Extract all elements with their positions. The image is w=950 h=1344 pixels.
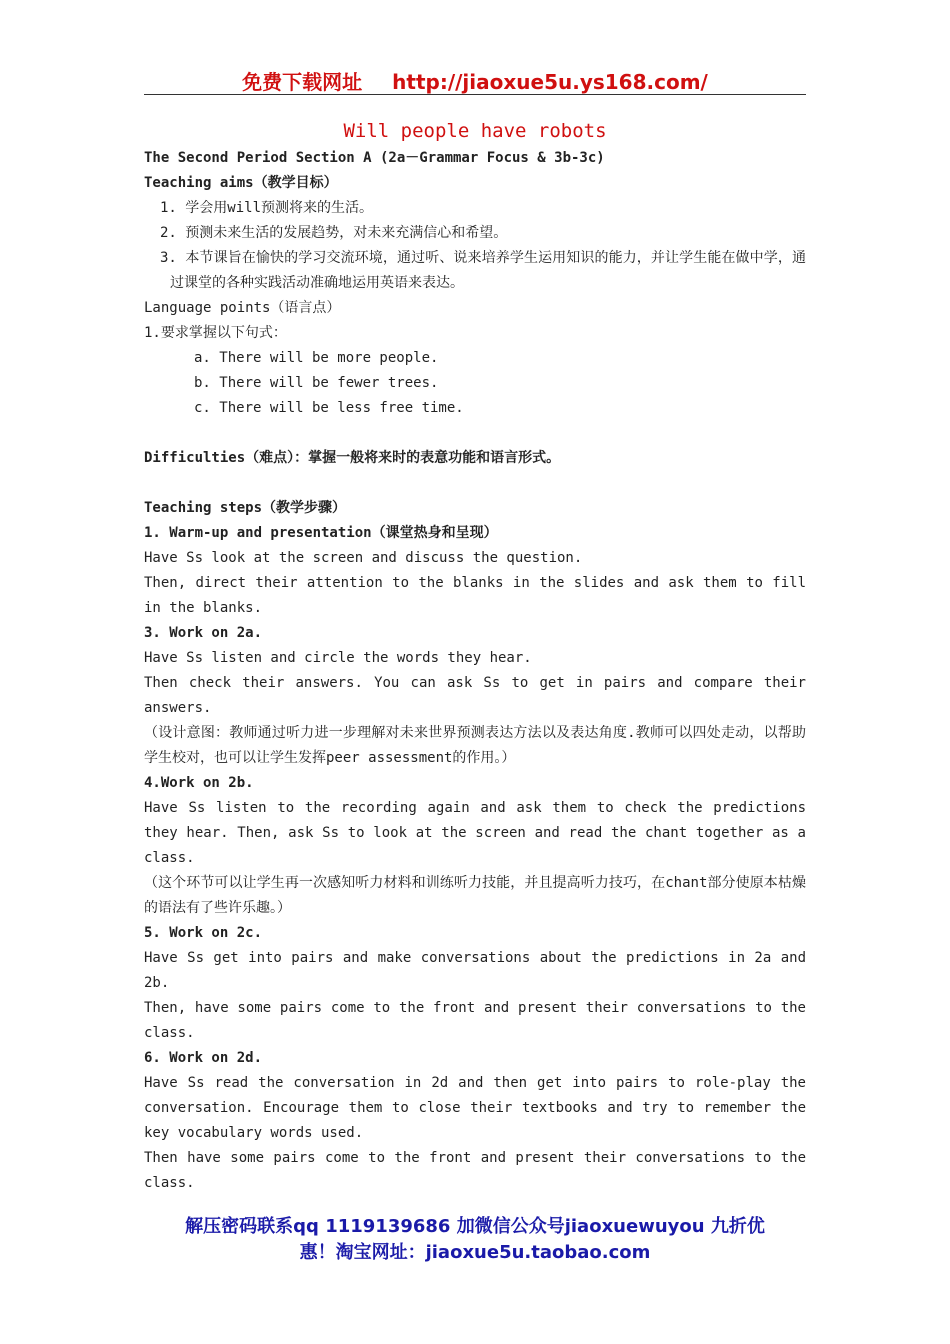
text-line: Teaching aims（教学目标） [144, 175, 338, 191]
document-lines [144, 146, 806, 1196]
text-line: 1.要求掌握以下句式： [144, 325, 287, 341]
text-line: 1. Warm-up and presentation（课堂热身和呈现） [144, 525, 498, 541]
footer-line-1: 解压密码联系qq 1119139686 加微信公众号jiaoxuewuyou 九折优 [185, 1216, 765, 1237]
text-line: 6. Work on 2d. [144, 1050, 263, 1066]
text-line: Have Ss listen to the recording again and ask them to check the predictions they hear. Then, ask Ss to look at the screen and read the chant together as a class. [144, 800, 806, 866]
text-line: Teaching steps（教学步骤） [144, 500, 347, 516]
footer-line-2: 惠！淘宝网址：jiaoxue5u.taobao.com [299, 1242, 651, 1263]
text-line: Then, direct their attention to the blanks in the slides and ask them to fill in the blanks. [144, 575, 806, 616]
header-url-link[interactable]: http://jiaoxue5u.ys168.com/ [392, 70, 708, 94]
text-line: 4.Work on 2b. [144, 775, 254, 791]
text-line: Have Ss listen and circle the words they hear. [144, 650, 532, 666]
document-title: Will people have robots [343, 120, 607, 142]
page-header [144, 66, 806, 95]
text-line: 5. Work on 2c. [144, 925, 263, 941]
text-line: c. There will be less free time. [194, 400, 464, 416]
text-line: Difficulties（难点）：掌握一般将来时的表意功能和语言形式。 [144, 450, 561, 466]
text-line: Then have some pairs come to the front and present their conversations to the class. [144, 1150, 806, 1191]
text-line: a. There will be more people. [194, 350, 439, 366]
text-line: Have Ss look at the screen and discuss the question. [144, 550, 583, 566]
text-line: 1. 学会用will预测将来的生活。 [160, 200, 374, 216]
text-line: 3. Work on 2a. [144, 625, 263, 641]
text-line: Then check their answers. You can ask Ss to get in pairs and compare their answers. [144, 675, 806, 716]
text-line: b. There will be fewer trees. [194, 375, 439, 391]
header-label: 免费下载网址 [242, 70, 363, 94]
text-line: （设计意图：教师通过听力进一步理解对未来世界预测表达方法以及表达角度.教师可以四处走动，以帮助学生校对，也可以让学生发挥peer assessment的作用。） [144, 725, 806, 766]
text-line: The Second Period Section A (2a－Grammar Focus & 3b-3c) [144, 150, 605, 166]
text-line: Have Ss read the conversation in 2d and then get into pairs to role-play the conversation. Encourage them to close their textbooks and try to remember the key vocabulary words used. [144, 1075, 806, 1141]
text-line: Language points（语言点） [144, 300, 341, 316]
text-line: 3. 本节课旨在愉快的学习交流环境，通过听、说来培养学生运用知识的能力，并让学生能在做中学，通过课堂的各种实践活动准确地运用英语来表达。 [160, 250, 806, 291]
document-body [144, 116, 806, 1196]
text-line: （这个环节可以让学生再一次感知听力材料和训练听力技能，并且提高听力技巧，在chant部分使原本枯燥的语法有了些许乐趣。） [144, 875, 806, 916]
text-line: Have Ss get into pairs and make conversations about the predictions in 2a and 2b. [144, 950, 806, 991]
text-line: Then, have some pairs come to the front and present their conversations to the class. [144, 1000, 806, 1041]
text-line: 2. 预测未来生活的发展趋势，对未来充满信心和希望。 [160, 225, 508, 241]
page-footer [140, 1214, 810, 1266]
blank-line [144, 471, 806, 496]
blank-line [144, 421, 806, 446]
